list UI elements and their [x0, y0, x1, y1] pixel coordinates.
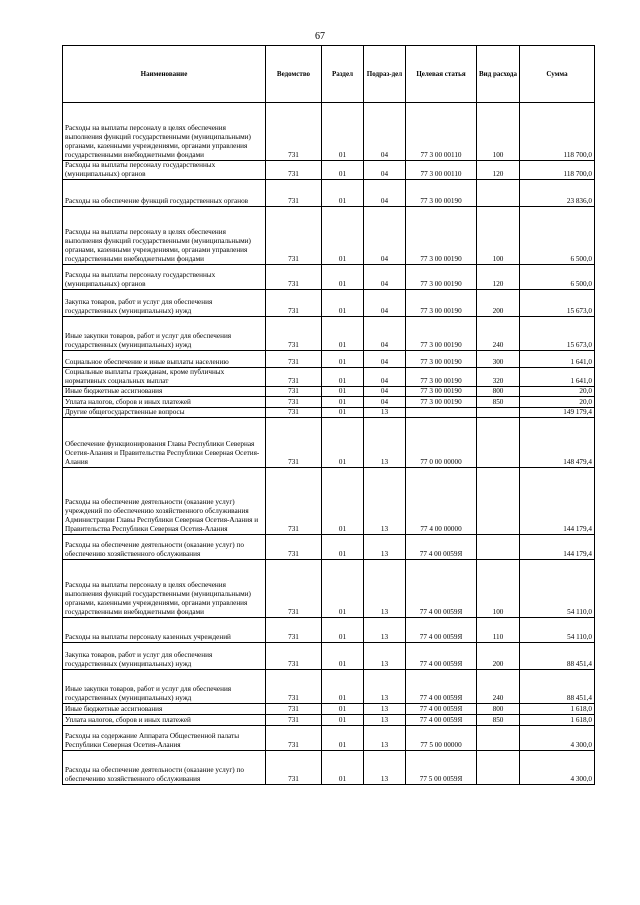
row-section: 01 [322, 180, 364, 207]
row-name: Социальное обеспечение и иные выплаты населению [63, 351, 266, 368]
row-name: Другие общегосударственные вопросы [63, 408, 266, 418]
row-kind: 100 [477, 207, 520, 265]
table-row [63, 535, 595, 560]
row-dept: 731 [266, 715, 322, 726]
row-dept: 731 [266, 670, 322, 704]
row-name: Закупка товаров, работ и услуг для обеспечения государственных (муниципальных) нужд [63, 290, 266, 317]
row-target: 77 0 00 00000 [406, 418, 477, 468]
row-dept: 731 [266, 560, 322, 618]
row-section: 01 [322, 387, 364, 397]
row-name: Иные бюджетные ассигнования [63, 704, 266, 715]
row-sum: 20,0 [520, 397, 595, 408]
table-row [63, 618, 595, 643]
row-name: Расходы на выплаты персоналу государственных (муниципальных) органов [63, 161, 266, 180]
row-target: 77 4 00 0059Я [406, 715, 477, 726]
row-dept: 731 [266, 535, 322, 560]
row-dept: 731 [266, 265, 322, 290]
row-target: 77 4 00 00000 [406, 468, 477, 535]
row-kind: 200 [477, 643, 520, 670]
row-dept: 731 [266, 317, 322, 351]
row-target: 77 3 00 00190 [406, 290, 477, 317]
table-row [63, 704, 595, 715]
row-target: 77 5 00 0059Я [406, 751, 477, 785]
row-kind: 120 [477, 265, 520, 290]
row-kind [477, 535, 520, 560]
row-dept: 731 [266, 408, 322, 418]
row-sum: 118 700,0 [520, 103, 595, 161]
header-sum: Сумма [520, 46, 595, 103]
row-sum: 15 673,0 [520, 317, 595, 351]
row-section: 01 [322, 468, 364, 535]
row-target: 77 3 00 00110 [406, 161, 477, 180]
row-name: Расходы на обеспечение деятельности (оказание услуг) учреждений по обеспечению хозяйственного обслуживания Администрации Главы Республики Северная Осетия-Алания и Правительства Республики Северная Осетия-Алания [63, 468, 266, 535]
row-kind: 200 [477, 290, 520, 317]
row-section: 01 [322, 351, 364, 368]
row-subsection: 04 [364, 103, 406, 161]
row-name: Иные бюджетные ассигнования [63, 387, 266, 397]
row-subsection: 13 [364, 715, 406, 726]
row-section: 01 [322, 408, 364, 418]
row-subsection: 13 [364, 408, 406, 418]
row-dept: 731 [266, 643, 322, 670]
row-target: 77 3 00 00190 [406, 397, 477, 408]
row-subsection: 04 [364, 368, 406, 387]
row-section: 01 [322, 161, 364, 180]
row-subsection: 04 [364, 161, 406, 180]
row-target: 77 3 00 00190 [406, 317, 477, 351]
row-sum: 15 673,0 [520, 290, 595, 317]
row-sum: 149 179,4 [520, 408, 595, 418]
row-subsection: 04 [364, 180, 406, 207]
row-dept: 731 [266, 468, 322, 535]
row-section: 01 [322, 207, 364, 265]
row-section: 01 [322, 317, 364, 351]
header-name: Наименование [63, 46, 266, 103]
row-subsection: 13 [364, 670, 406, 704]
row-name: Обеспечение функционирования Главы Республики Северная Осетия-Алания и Правительства Республики Северная Осетия-Алания [63, 418, 266, 468]
row-name: Иные закупки товаров, работ и услуг для обеспечения государственных (муниципальных) нужд [63, 670, 266, 704]
row-subsection: 13 [364, 726, 406, 751]
row-dept: 731 [266, 726, 322, 751]
row-dept: 731 [266, 161, 322, 180]
table-row [63, 418, 595, 468]
row-sum: 144 179,4 [520, 468, 595, 535]
row-kind: 800 [477, 704, 520, 715]
table-row [63, 643, 595, 670]
row-subsection: 04 [364, 317, 406, 351]
row-sum: 144 179,4 [520, 535, 595, 560]
row-target [406, 408, 477, 418]
row-kind [477, 726, 520, 751]
row-dept: 731 [266, 387, 322, 397]
row-subsection: 13 [364, 643, 406, 670]
row-sum: 1 618,0 [520, 704, 595, 715]
table-row [63, 368, 595, 387]
row-dept: 731 [266, 207, 322, 265]
row-kind: 300 [477, 351, 520, 368]
row-target: 77 4 00 0059Я [406, 670, 477, 704]
row-target: 77 4 00 0059Я [406, 643, 477, 670]
row-sum: 88 451,4 [520, 670, 595, 704]
row-kind [477, 180, 520, 207]
row-sum: 23 836,0 [520, 180, 595, 207]
row-dept: 731 [266, 618, 322, 643]
row-sum: 54 110,0 [520, 618, 595, 643]
row-section: 01 [322, 535, 364, 560]
row-subsection: 13 [364, 418, 406, 468]
table-row [63, 751, 595, 785]
row-dept: 731 [266, 397, 322, 408]
row-subsection: 13 [364, 535, 406, 560]
row-kind: 240 [477, 317, 520, 351]
row-target: 77 5 00 00000 [406, 726, 477, 751]
row-section: 01 [322, 618, 364, 643]
row-name: Социальные выплаты гражданам, кроме публичных нормативных социальных выплат [63, 368, 266, 387]
table-row [63, 207, 595, 265]
row-name: Расходы на выплаты персоналу в целях обеспечения выполнения функций государственными (муниципальными) органами, казенными учреждениями, органами управления государственными внебюджетными фондами [63, 103, 266, 161]
row-name: Расходы на выплаты персоналу в целях обеспечения выполнения функций государственными (муниципальными) органами, казенными учреждениями, органами управления государственными внебюджетными фондами [63, 560, 266, 618]
row-sum: 6 500,0 [520, 207, 595, 265]
table-row [63, 715, 595, 726]
row-subsection: 13 [364, 468, 406, 535]
table-row [63, 317, 595, 351]
row-sum: 6 500,0 [520, 265, 595, 290]
table-row [63, 290, 595, 317]
row-subsection: 04 [364, 351, 406, 368]
table-row [63, 351, 595, 368]
row-kind [477, 751, 520, 785]
row-subsection: 04 [364, 397, 406, 408]
row-name: Уплата налогов, сборов и иных платежей [63, 715, 266, 726]
row-kind [477, 468, 520, 535]
row-kind: 850 [477, 397, 520, 408]
row-target: 77 3 00 00190 [406, 207, 477, 265]
row-name: Иные закупки товаров, работ и услуг для обеспечения государственных (муниципальных) нужд [63, 317, 266, 351]
row-kind: 100 [477, 560, 520, 618]
row-kind [477, 408, 520, 418]
row-section: 01 [322, 715, 364, 726]
row-subsection: 13 [364, 560, 406, 618]
row-target: 77 4 00 0059Я [406, 535, 477, 560]
row-sum: 148 479,4 [520, 418, 595, 468]
row-name: Расходы на обеспечение деятельности (оказание услуг) по обеспечению хозяйственного обслуживания [63, 535, 266, 560]
row-kind: 800 [477, 387, 520, 397]
row-subsection: 04 [364, 265, 406, 290]
row-name: Расходы на обеспечение деятельности (оказание услуг) по обеспечению хозяйственного обслуживания [63, 751, 266, 785]
row-subsection: 13 [364, 704, 406, 715]
table-row [63, 408, 595, 418]
row-dept: 731 [266, 290, 322, 317]
row-sum: 1 641,0 [520, 368, 595, 387]
row-section: 01 [322, 290, 364, 317]
row-dept: 731 [266, 418, 322, 468]
table-row [63, 670, 595, 704]
row-section: 01 [322, 670, 364, 704]
row-name: Закупка товаров, работ и услуг для обеспечения государственных (муниципальных) нужд [63, 643, 266, 670]
row-subsection: 04 [364, 207, 406, 265]
row-dept: 731 [266, 368, 322, 387]
row-subsection: 13 [364, 751, 406, 785]
page-number: 67 [315, 31, 325, 42]
row-target: 77 3 00 00190 [406, 180, 477, 207]
row-kind: 240 [477, 670, 520, 704]
row-dept: 731 [266, 704, 322, 715]
row-name: Расходы на выплаты персоналу в целях обеспечения выполнения функций государственными (муниципальными) органами, казенными учреждениями, органами управления государственными внебюджетными фондами [63, 207, 266, 265]
table-row [63, 161, 595, 180]
header-dept: Ведомство [266, 46, 322, 103]
row-section: 01 [322, 418, 364, 468]
row-dept: 731 [266, 180, 322, 207]
header-kind: Вид расхода [477, 46, 520, 103]
row-subsection: 04 [364, 387, 406, 397]
row-section: 01 [322, 643, 364, 670]
table-header-row [63, 46, 595, 103]
table-row [63, 103, 595, 161]
row-sum: 20,0 [520, 387, 595, 397]
row-section: 01 [322, 560, 364, 618]
budget-table [62, 45, 595, 785]
row-kind: 100 [477, 103, 520, 161]
row-target: 77 4 00 0059Я [406, 618, 477, 643]
row-kind [477, 418, 520, 468]
row-section: 01 [322, 103, 364, 161]
row-subsection: 13 [364, 618, 406, 643]
row-dept: 731 [266, 351, 322, 368]
table-row [63, 180, 595, 207]
row-target: 77 4 00 0059Я [406, 704, 477, 715]
table-row [63, 397, 595, 408]
row-section: 01 [322, 397, 364, 408]
row-sum: 4 300,0 [520, 726, 595, 751]
row-name: Расходы на выплаты персоналу казенных учреждений [63, 618, 266, 643]
table-row [63, 265, 595, 290]
row-kind: 110 [477, 618, 520, 643]
header-section: Раздел [322, 46, 364, 103]
row-target: 77 3 00 00190 [406, 351, 477, 368]
row-sum: 1 641,0 [520, 351, 595, 368]
row-sum: 88 451,4 [520, 643, 595, 670]
row-kind: 320 [477, 368, 520, 387]
row-section: 01 [322, 726, 364, 751]
row-section: 01 [322, 751, 364, 785]
row-name: Расходы на выплаты персоналу государственных (муниципальных) органов [63, 265, 266, 290]
table-row [63, 726, 595, 751]
row-sum: 118 700,0 [520, 161, 595, 180]
row-dept: 731 [266, 103, 322, 161]
table-row [63, 387, 595, 397]
row-target: 77 3 00 00190 [406, 265, 477, 290]
row-name: Расходы на содержание Аппарата Общественной палаты Республики Северная Осетия-Алания [63, 726, 266, 751]
table-row [63, 560, 595, 618]
row-target: 77 3 00 00190 [406, 368, 477, 387]
header-target: Целевая статья [406, 46, 477, 103]
row-name: Расходы на обеспечение функций государственных органов [63, 180, 266, 207]
row-sum: 1 618,0 [520, 715, 595, 726]
row-kind: 850 [477, 715, 520, 726]
row-name: Уплата налогов, сборов и иных платежей [63, 397, 266, 408]
row-kind: 120 [477, 161, 520, 180]
row-sum: 54 110,0 [520, 560, 595, 618]
row-section: 01 [322, 704, 364, 715]
header-subsection: Подраз-дел [364, 46, 406, 103]
row-dept: 731 [266, 751, 322, 785]
row-target: 77 3 00 00110 [406, 103, 477, 161]
row-subsection: 04 [364, 290, 406, 317]
row-target: 77 4 00 0059Я [406, 560, 477, 618]
row-sum: 4 300,0 [520, 751, 595, 785]
table-row [63, 468, 595, 535]
row-target: 77 3 00 00190 [406, 387, 477, 397]
row-section: 01 [322, 265, 364, 290]
row-section: 01 [322, 368, 364, 387]
